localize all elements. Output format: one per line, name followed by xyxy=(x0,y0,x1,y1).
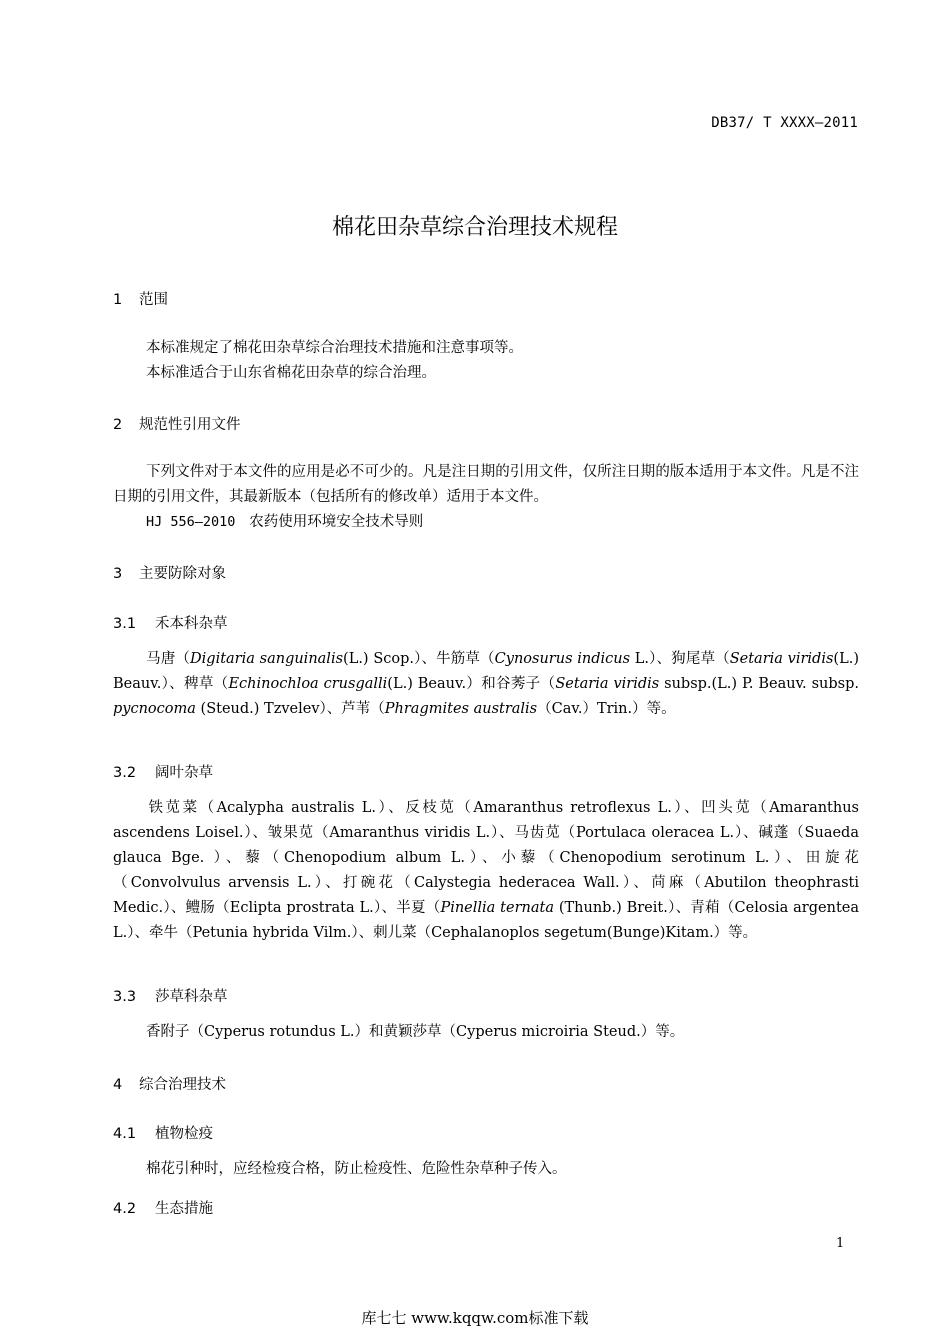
text-run: (Thunb.) Breit.）、青葙（Celosia argentea L.）、牵牛（Petunia hybrida Vilm.）、刺儿菜（Cephalanoplos segetum(Bunge)Kitam.）等。 xyxy=(113,900,859,941)
section-3-2-paragraph xyxy=(113,796,859,946)
section-number: 3.1 xyxy=(113,616,137,632)
text-run: (Steud.) Tzvelev）、芦苇（ xyxy=(195,701,385,717)
footer-watermark: 库七七 www.kqqw.com标准下载 xyxy=(361,1309,589,1327)
text-run: 香附子（Cyperus rotundus L.）和黄颖莎草（Cyperus microiria Steud.）等。 xyxy=(146,1024,685,1040)
section-number: 3 xyxy=(113,566,123,582)
section-number: 3.2 xyxy=(113,765,137,781)
text-run: （Cav.）Trin.）等。 xyxy=(537,701,676,717)
text-run: subsp.(L.) P. Beauv. subsp. xyxy=(659,676,859,692)
section-title: 莎草科杂草 xyxy=(155,989,228,1005)
section-number: 1 xyxy=(113,292,123,308)
section-3-3-heading xyxy=(113,985,228,1006)
latin-name: pycnocoma xyxy=(113,701,196,717)
latin-name: Digitaria sanguinalis xyxy=(190,651,344,667)
section-title: 生态措施 xyxy=(155,1201,213,1217)
section-1-paragraph-1 xyxy=(113,336,859,361)
section-3-3-paragraph xyxy=(113,1020,859,1045)
text-run: 马唐（ xyxy=(146,651,191,667)
section-number: 2 xyxy=(113,417,123,433)
page-number: 1 xyxy=(836,1236,845,1251)
section-title: 植物检疫 xyxy=(155,1126,213,1142)
reference-title: 农药使用环境安全技术导则 xyxy=(249,514,424,530)
section-2-paragraph-1 xyxy=(113,460,859,510)
normative-reference xyxy=(113,510,859,535)
section-3-heading xyxy=(113,562,226,583)
section-number: 4.2 xyxy=(113,1201,137,1217)
section-3-1-paragraph xyxy=(113,647,859,722)
paragraph-text: 下列文件对于本文件的应用是必不可少的。凡是注日期的引用文件，仅所注日期的版本适用于本文件。凡是不注日期的引用文件，其最新版本（包括所有的修改单）适用于本文件。 xyxy=(113,464,859,505)
section-4-1-paragraph xyxy=(113,1157,859,1182)
section-4-heading xyxy=(113,1073,226,1094)
section-title: 范围 xyxy=(139,292,168,308)
document-code: DB37/ T XXXX—2011 xyxy=(711,115,858,131)
text-run: (L.) Beauv.）、稗草（ xyxy=(113,651,859,692)
section-4-2-heading xyxy=(113,1197,213,1218)
text-run: L.）、狗尾草（ xyxy=(630,651,730,667)
paragraph-text: 本标准适合于山东省棉花田杂草的综合治理。 xyxy=(146,365,436,381)
latin-name: Setaria viridis xyxy=(729,651,834,667)
section-3-1-heading xyxy=(113,612,228,633)
section-3-2-heading xyxy=(113,761,213,782)
section-1-paragraph-2 xyxy=(113,361,859,386)
section-title: 禾本科杂草 xyxy=(155,616,228,632)
section-number: 4.1 xyxy=(113,1126,137,1142)
section-title: 主要防除对象 xyxy=(139,566,226,582)
section-title: 综合治理技术 xyxy=(139,1077,226,1093)
latin-name: Pinellia ternata xyxy=(440,900,554,916)
section-number: 3.3 xyxy=(113,989,137,1005)
text-run: 铁苋菜（Acalypha australis L.）、反枝苋（Amaranthus retroflexus L.）、凹头苋（Amaranthus ascendens Loisel.）、皱果苋（Amaranthus viridis L.）、马齿苋（Portulaca oleracea L.）、碱蓬（Suaeda glauca Bge. ）、藜（Chenopodium album L.）、小藜（Chenopodium serotinum L.）、田旋花（Convolvulus arvensis L.）、打碗花（Calystegia hederacea Wall.）、苘麻（Abutilon theophrasti Medic.）、鳢肠（Eclipta prostrata L.）、半夏（ xyxy=(113,800,859,916)
text-run: (L.) Beauv.）和谷莠子（ xyxy=(387,676,556,692)
section-title: 规范性引用文件 xyxy=(139,417,241,433)
latin-name: Phragmites australis xyxy=(384,701,538,717)
section-title: 阔叶杂草 xyxy=(155,765,213,781)
latin-name: Setaria viridis xyxy=(555,676,660,692)
paragraph-text: 棉花引种时，应经检疫合格，防止检疫性、危险性杂草种子传入。 xyxy=(146,1161,567,1177)
section-4-1-heading xyxy=(113,1122,213,1143)
reference-code: HJ 556—2010 xyxy=(146,514,236,530)
page-title: 棉花田杂草综合治理技术规程 xyxy=(331,215,618,240)
section-2-heading xyxy=(113,413,241,434)
section-number: 4 xyxy=(113,1077,123,1093)
text-run: (L.) Scop.）、牛筋草（ xyxy=(343,651,495,667)
latin-name: Echinochloa crusgalli xyxy=(228,676,388,692)
paragraph-text: 本标准规定了棉花田杂草综合治理技术措施和注意事项等。 xyxy=(146,340,523,356)
latin-name: Cynosurus indicus xyxy=(494,651,631,667)
section-1-heading xyxy=(113,288,168,309)
